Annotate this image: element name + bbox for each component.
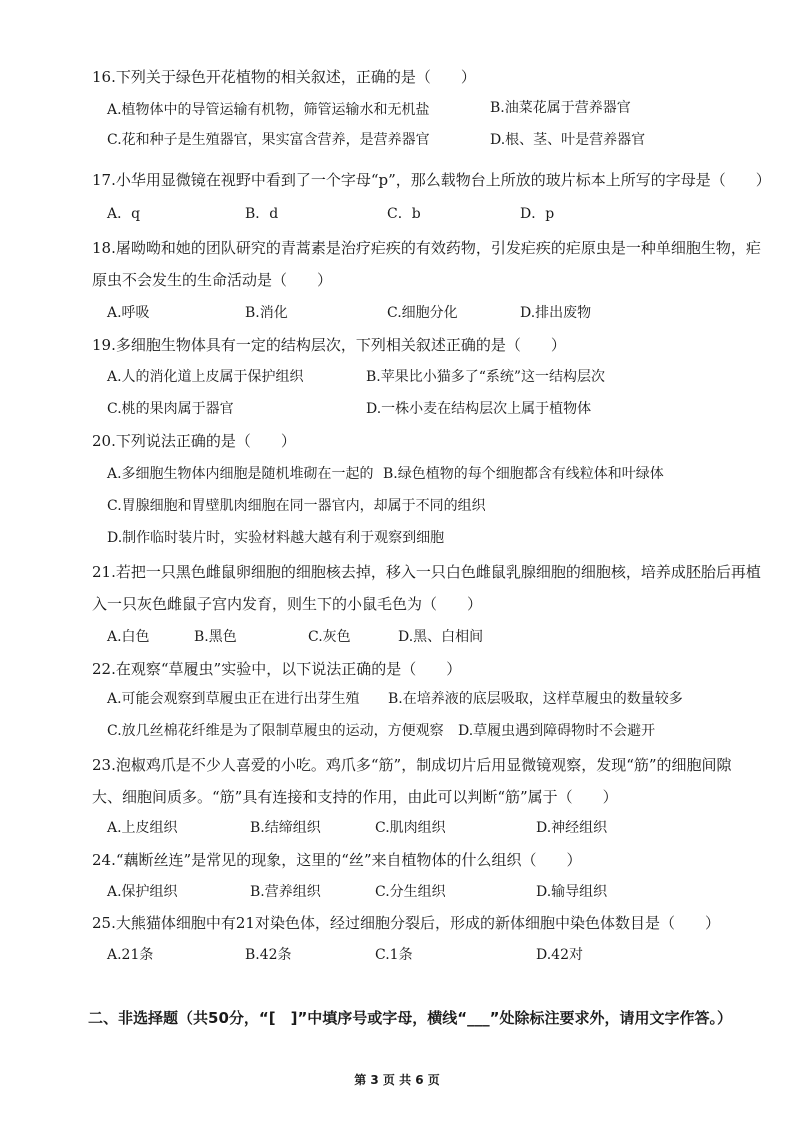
question-18-stem: 18.屠呦呦和她的团队研究的青蒿素是治疗疟疾的有效药物，引发疟疾的疟原虫是一种单细胞生物，疟 xyxy=(92,239,761,257)
question-22-option-c: C.放几丝棉花纤维是为了限制草履虫的运动，方便观察 xyxy=(107,723,444,739)
question-22-option-d: D.草履虫遇到障碍物时不会避开 xyxy=(458,723,656,739)
question-17-option-d: D．p xyxy=(520,206,555,222)
question-16-option-c: C.花和种子是生殖器官，果实富含营养，是营养器官 xyxy=(107,132,430,148)
page-number-footer: 第 3 页 共 6 页 xyxy=(354,1073,440,1087)
question-22-option-a: A.可能会观察到草履虫正在进行出芽生殖 xyxy=(107,691,360,707)
question-21-option-c: C.灰色 xyxy=(308,629,351,645)
question-18-option-c: C.细胞分化 xyxy=(387,305,458,321)
question-18-option-b: B.消化 xyxy=(245,305,288,321)
question-24-option-d: D.输导组织 xyxy=(536,884,608,900)
question-25-option-c: C.1条 xyxy=(375,947,413,963)
question-16-stem: 16.下列关于绿色开花植物的相关叙述，正确的是（ ） xyxy=(92,68,476,86)
question-25-option-b: B.42条 xyxy=(245,947,292,963)
question-24-option-c: C.分生组织 xyxy=(375,884,446,900)
question-20-option-a: A.多细胞生物体内细胞是随机堆砌在一起的 xyxy=(107,466,374,482)
question-16-option-a: A.植物体中的导管运输有机物，筛管运输水和无机盐 xyxy=(107,102,430,118)
question-23-option-c: C.肌肉组织 xyxy=(375,820,446,836)
question-23-stem-continued: 大、细胞间质多。“筋”具有连接和支持的作用，由此可以判断“筋”属于（ ） xyxy=(92,788,618,806)
question-21-stem: 21.若把一只黑色雌鼠卵细胞的细胞核去掉，移入一只白色雌鼠乳腺细胞的细胞核，培养成胚胎后再植 xyxy=(92,563,761,581)
question-23-option-a: A.上皮组织 xyxy=(107,820,178,836)
question-20-option-c: C.胃腺细胞和胃壁肌肉细胞在同一器官内，却属于不同的组织 xyxy=(107,498,486,514)
question-24-stem: 24.“藕断丝连”是常见的现象，这里的“丝”来自植物体的什么组织（ ） xyxy=(92,851,582,869)
question-19-stem: 19.多细胞生物体具有一定的结构层次，下列相关叙述正确的是（ ） xyxy=(92,336,566,354)
section-two-heading: 二、非选择题（共50分，“[ ]”中填序号或字母，横线“___”处除标注要求外，请用文字作答。） xyxy=(88,1009,733,1027)
question-17-option-c: C．b xyxy=(387,206,421,222)
question-23-stem: 23.泡椒鸡爪是不少人喜爱的小吃。鸡爪多“筋”，制成切片后用显微镜观察，发现“筋”的细胞间隙 xyxy=(92,756,732,774)
question-21-option-b: B.黑色 xyxy=(194,629,237,645)
question-24-option-b: B.营养组织 xyxy=(250,884,321,900)
question-23-option-d: D.神经组织 xyxy=(536,820,608,836)
question-24-option-a: A.保护组织 xyxy=(107,884,178,900)
question-21-option-a: A.白色 xyxy=(107,629,150,645)
question-25-option-d: D.42对 xyxy=(536,947,583,963)
question-23-option-b: B.结缔组织 xyxy=(250,820,321,836)
question-17-option-a: A．q xyxy=(107,206,141,222)
question-22-stem: 22.在观察“草履虫”实验中，以下说法正确的是（ ） xyxy=(92,660,462,678)
question-16-option-b: B.油菜花属于营养器官 xyxy=(490,100,631,116)
question-17-option-b: B．d xyxy=(245,206,279,222)
question-19-option-b: B.苹果比小猫多了“系统”这一结构层次 xyxy=(366,369,606,385)
question-17-stem: 17.小华用显微镜在视野中看到了一个字母“p”，那么载物台上所放的玻片标本上所写的字母是（ ） xyxy=(92,171,771,189)
question-20-stem: 20.下列说法正确的是（ ） xyxy=(92,432,296,450)
question-25-option-a: A.21条 xyxy=(107,947,154,963)
question-25-stem: 25.大熊猫体细胞中有21对染色体，经过细胞分裂后，形成的新体细胞中染色体数目是（ ） xyxy=(92,914,720,932)
question-22-option-b: B.在培养液的底层吸取，这样草履虫的数量较多 xyxy=(388,691,683,707)
question-18-stem-continued: 原虫不会发生的生命活动是（ ） xyxy=(92,271,333,289)
question-18-option-d: D.排出废物 xyxy=(520,305,592,321)
question-16-option-d: D.根、茎、叶是营养器官 xyxy=(490,132,646,148)
question-20-option-b: B.绿色植物的每个细胞都含有线粒体和叶绿体 xyxy=(383,466,664,482)
question-19-option-c: C.桃的果肉属于器官 xyxy=(107,401,234,417)
question-21-stem-continued: 入一只灰色雌鼠子宫内发育，则生下的小鼠毛色为（ ） xyxy=(92,595,483,613)
question-18-option-a: A.呼吸 xyxy=(107,305,150,321)
question-21-option-d: D.黑、白相间 xyxy=(398,629,484,645)
question-19-option-d: D.一株小麦在结构层次上属于植物体 xyxy=(366,401,592,417)
question-20-option-d: D.制作临时装片时，实验材料越大越有利于观察到细胞 xyxy=(107,530,445,546)
question-19-option-a: A.人的消化道上皮属于保护组织 xyxy=(107,369,304,385)
